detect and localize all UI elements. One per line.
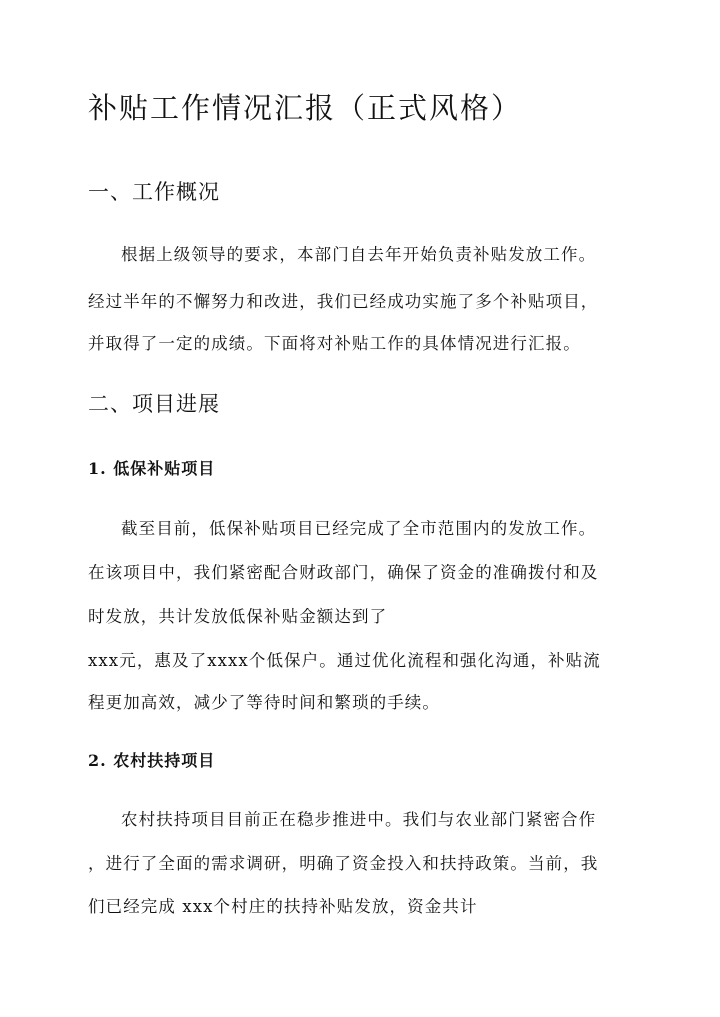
section-heading-overview: 一、工作概况 (88, 180, 220, 204)
document-title: 补贴工作情况汇报（正式风格） (88, 91, 523, 125)
paragraph-line: 时发放，共计发放低保补贴金额达到了 (88, 607, 388, 626)
paragraph-line: 程更加高效，减少了等待时间和繁琐的手续。 (88, 693, 440, 712)
paragraph-line: 们已经完成 xxx个村庄的扶持补贴发放，资金共计 (88, 897, 478, 916)
paragraph-line: 并取得了一定的成绩。下面将对补贴工作的具体情况进行汇报。 (88, 334, 581, 353)
paragraph-line: ，进行了全面的需求调研，明确了资金投入和扶持政策。当前，我 (88, 854, 599, 873)
paragraph-line: 在该项目中，我们紧密配合财政部门，确保了资金的准确拨付和及 (88, 563, 599, 582)
paragraph-line: 农村扶持项目目前正在稳步推进中。我们与农业部门紧密合作 (121, 810, 597, 829)
subsection-heading-rural-support: 2. 农村扶持项目 (88, 751, 216, 770)
paragraph-line: 根据上级领导的要求，本部门自去年开始负责补贴发放工作。 (121, 245, 597, 264)
paragraph-line: 经过半年的不懈努力和改进，我们已经成功实施了多个补贴项目， (88, 292, 599, 311)
section-heading-progress: 二、项目进展 (88, 392, 220, 416)
subsection-heading-low-income-subsidy: 1. 低保补贴项目 (88, 459, 216, 478)
paragraph-line: xxx元，惠及了xxxx个低保户。通过优化流程和强化沟通，补贴流 (88, 651, 601, 670)
paragraph-line: 截至目前，低保补贴项目已经完成了全市范围内的发放工作。 (121, 519, 597, 538)
